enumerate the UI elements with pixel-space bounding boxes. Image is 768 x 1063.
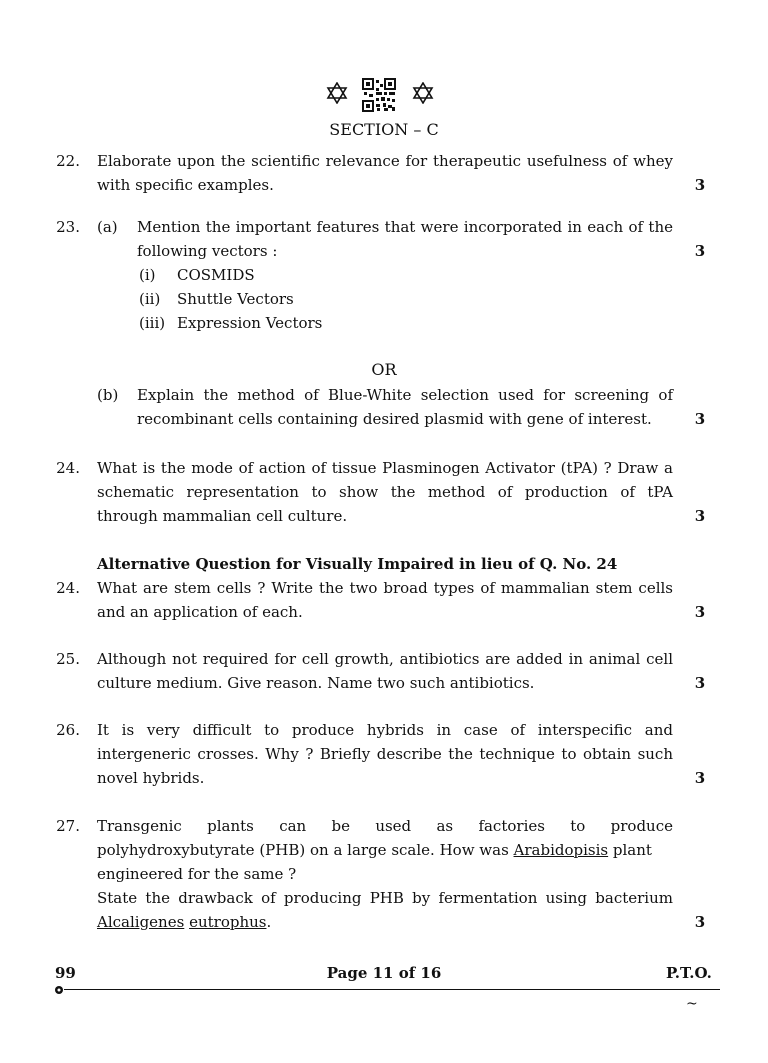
marks: 3 xyxy=(694,913,706,931)
question-text-line: It is very difficult to produce hybrids in case of interspecific and xyxy=(97,721,673,739)
question-text-line xyxy=(97,841,652,859)
question-text-line: Transgenic plants can be used as factories to produce xyxy=(97,817,673,835)
question-text-line: culture medium. Give reason. Name two such antibiotics. xyxy=(97,674,535,692)
alternative-heading: Alternative Question for Visually Impaired in lieu of Q. No. 24 xyxy=(97,555,618,573)
question-text-line: Although not required for cell growth, antibiotics are added in animal cell xyxy=(97,650,673,668)
question-text-line: What are stem cells ? Write the two broad types of mammalian stem cells xyxy=(97,579,673,597)
question-text-line: with specific examples. xyxy=(97,176,274,194)
marks: 3 xyxy=(694,242,706,260)
underlined-term: Arabidopisis xyxy=(513,841,609,859)
question-text-line: Mention the important features that were incorporated in each of the xyxy=(137,218,673,236)
marks: 3 xyxy=(694,674,706,692)
question-text-line xyxy=(97,913,271,931)
question-number: 25. xyxy=(56,650,80,668)
question-number: 26. xyxy=(56,721,80,739)
question-text-line: recombinant cells containing desired plasmid with gene of interest. xyxy=(137,410,652,428)
or-divider: OR xyxy=(371,360,397,379)
flower-ornament-icon xyxy=(54,985,64,995)
qr-code-icon xyxy=(362,78,396,112)
subitem-text: Expression Vectors xyxy=(177,314,323,332)
star-of-david-icon xyxy=(326,82,348,104)
subitem-label: (iii) xyxy=(139,314,166,332)
marks: 3 xyxy=(694,769,706,787)
question-text-line: Elaborate upon the scientific relevance for therapeutic usefulness of whey xyxy=(97,152,673,170)
question-text-line: schematic representation to show the method of production of tPA xyxy=(97,483,673,501)
underlined-term: eutrophus xyxy=(189,913,267,931)
page-number: Page 11 of 16 xyxy=(326,964,442,982)
underlined-term: Alcaligenes xyxy=(97,913,185,931)
question-text-line: intergeneric crosses. Why ? Briefly describe the technique to obtain such xyxy=(97,745,673,763)
question-text-line: Explain the method of Blue-White selection used for screening of xyxy=(137,386,673,404)
marks: 3 xyxy=(694,410,706,428)
question-text-line: engineered for the same ? xyxy=(97,865,297,883)
subitem-text: Shuttle Vectors xyxy=(177,290,294,308)
question-text-line: State the drawback of producing PHB by fermentation using bacterium xyxy=(97,889,673,907)
subitem-label: (ii) xyxy=(139,290,161,308)
subitem-label: (i) xyxy=(139,266,156,284)
question-text-line: through mammalian cell culture. xyxy=(97,507,348,525)
question-number: 24. xyxy=(56,579,80,597)
question-text-line: following vectors : xyxy=(137,242,278,260)
section-title: SECTION – C xyxy=(329,120,439,139)
text-segment: . xyxy=(266,913,272,931)
question-number: 22. xyxy=(56,152,80,170)
text-segment: polyhydroxybutyrate (PHB) on a large scale. How was xyxy=(97,841,514,859)
pto-label: P.T.O. xyxy=(666,964,712,982)
marks: 3 xyxy=(694,176,706,194)
part-label: (b) xyxy=(97,386,119,404)
tilde-mark: ~ xyxy=(686,996,698,1012)
text-segment: plant xyxy=(608,841,652,859)
question-number: 27. xyxy=(56,817,80,835)
question-text-line: novel hybrids. xyxy=(97,769,205,787)
footer-rule xyxy=(64,989,720,990)
marks: 3 xyxy=(694,507,706,525)
paper-code: 99 xyxy=(55,964,76,982)
part-label: (a) xyxy=(97,218,118,236)
marks: 3 xyxy=(694,603,706,621)
subitem-text: COSMIDS xyxy=(177,266,255,284)
question-number: 23. xyxy=(56,218,80,236)
question-text-line: and an application of each. xyxy=(97,603,303,621)
question-number: 24. xyxy=(56,459,80,477)
header-icons xyxy=(320,78,440,112)
question-text-line: What is the mode of action of tissue Plasminogen Activator (tPA) ? Draw a xyxy=(97,459,673,477)
star-of-david-icon xyxy=(412,82,434,104)
